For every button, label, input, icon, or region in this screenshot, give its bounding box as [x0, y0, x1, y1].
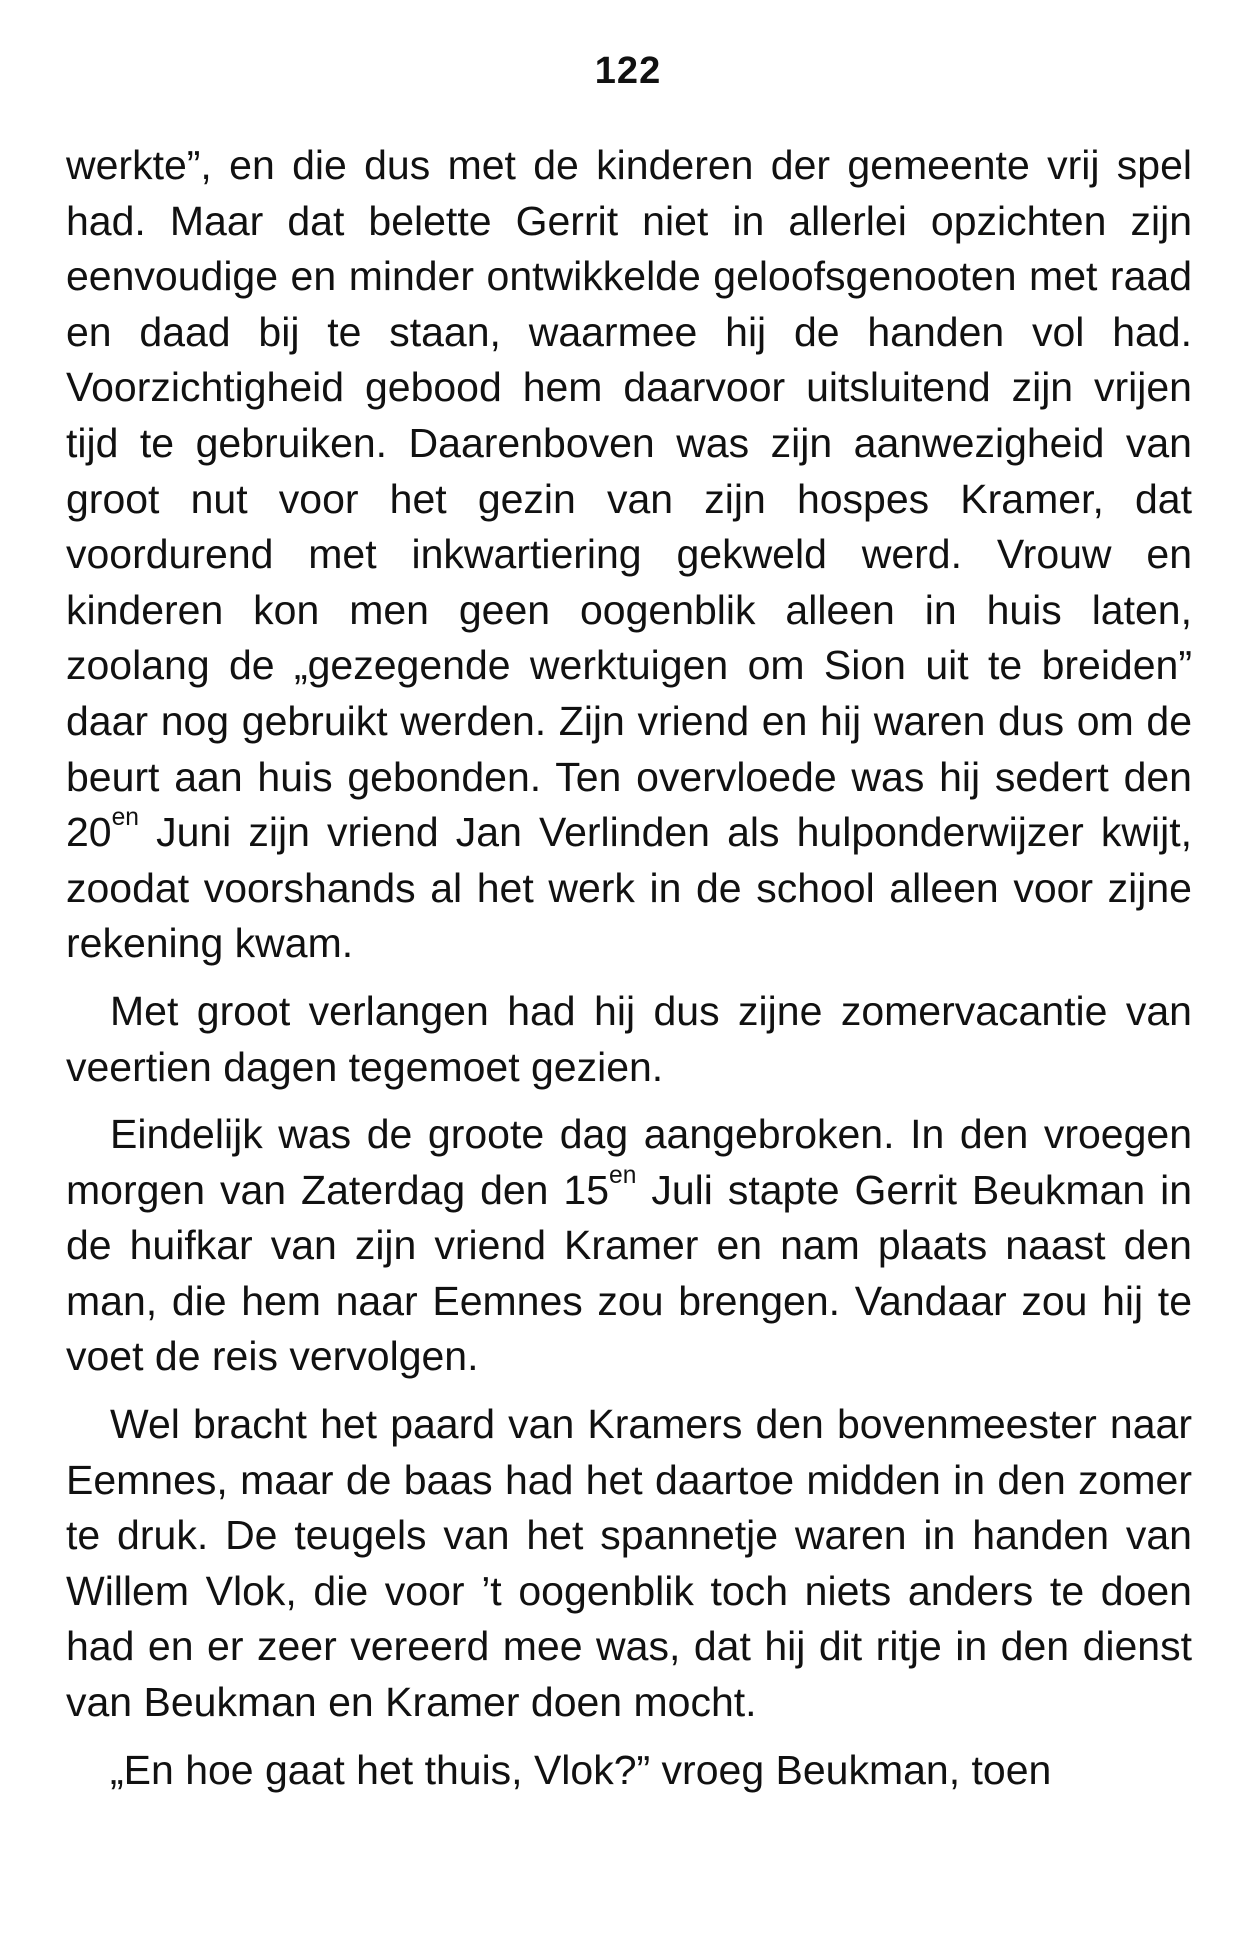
ordinal-suffix: en [609, 1161, 637, 1189]
paragraph-5: „En hoe gaat het thuis, Vlok?” vroeg Beukman, toen [110, 1746, 1052, 1793]
paragraph-2: Met groot verlangen had hij dus zijne zomervacantie van veertien dagen tegemoet gezien. [66, 987, 1192, 1090]
ordinal-suffix: en [111, 804, 139, 832]
text-segment: werkte”, en die dus met de kinderen der gemeente vrij spel had. Maar dat belette Gerrit niet in allerlei opzichten zijn eenvoudige en minder ontwikkelde geloofsgenooten met raad en daad bij te staan, waarmee hij de handen vol had. Voorzichtigheid gebood hem daarvoor uitsluitend zijn vrijen tijd te gebruiken. Daarenboven was zijn aanwezigheid van groot nut voor het gezin van zijn hospes Kramer, dat voordurend met inkwartiering gekweld werd. Vrouw en kinderen kon men geen oogenblik alleen in huis laten, zoolang de „gezegende werktuigen om Sion uit te breiden” daar nog gebruikt werden. Zijn vriend en hij waren dus om de beurt aan huis gebonden. Ten overvloede was hij sedert den 20 [66, 142, 1192, 856]
body-text [66, 138, 1192, 1798]
text-segment: Juli stapte Gerrit Beukman in de huifkar van zijn vriend Kramer en nam plaats naast den man, die hem naar Eemnes zou brengen. Vandaar zou hij te voet de reis vervolgen. [66, 1166, 1192, 1380]
text-segment: Eindelijk was de groote dag aangebroken. In den vroegen morgen van Zaterdag den 15 [66, 1111, 1192, 1213]
text-segment: Juni zijn vriend Jan Verlinden als hulponderwijzer kwijt, zoodat voorshands al het werk in de school alleen voor zijne rekening kwam. [66, 809, 1192, 967]
paragraph-3 [66, 1107, 1192, 1385]
page-number: 122 [594, 50, 662, 92]
paragraph-1 [66, 138, 1192, 972]
paragraph-4: Wel bracht het paard van Kramers den bovenmeester naar Eemnes, maar de baas had het daartoe midden in den zomer te druk. De teugels van het spannetje waren in handen van Willem Vlok, die voor ’t oogenblik toch niets anders te doen had en er zeer vereerd mee was, dat hij dit ritje in den dienst van Beukman en Kramer doen mocht. [66, 1401, 1192, 1726]
